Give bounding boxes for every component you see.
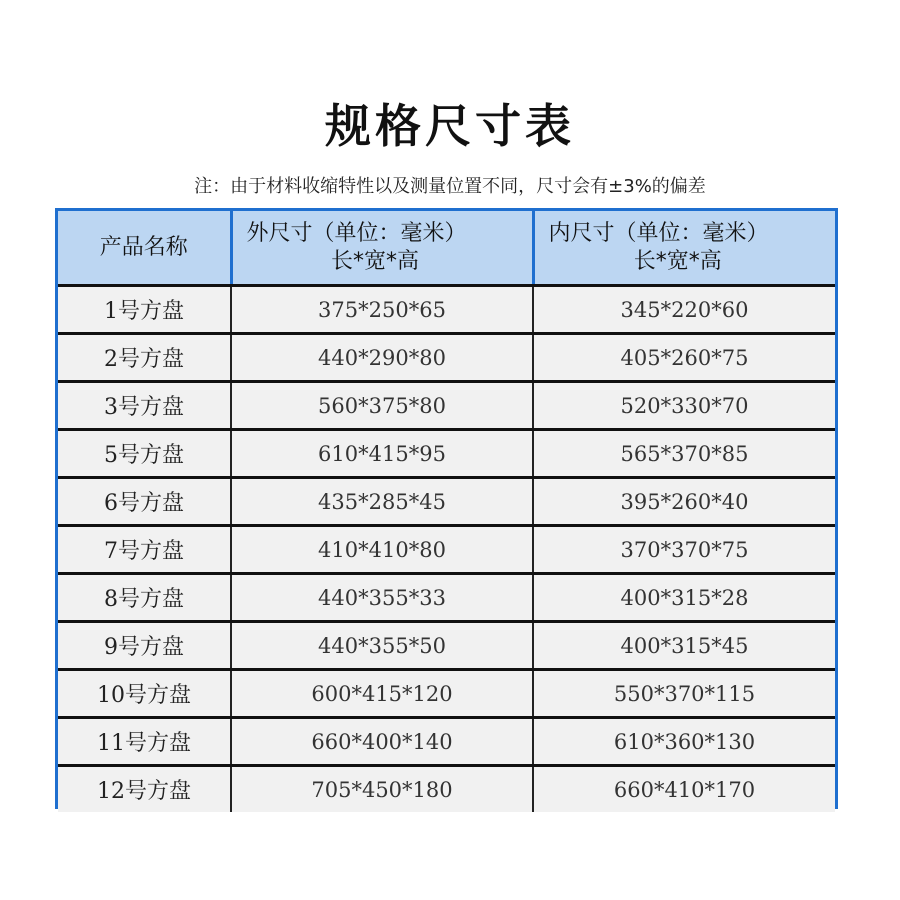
- product-name-cell: 1号方盘: [58, 286, 231, 334]
- table-row: [58, 766, 835, 813]
- header-outer-size: [231, 211, 533, 286]
- outer-size-cell: 435*285*45: [231, 478, 533, 526]
- header-inner-size-dims: 长*宽*高: [633, 248, 722, 274]
- page-title: 规格尺寸表: [325, 99, 575, 153]
- header-product-name: [58, 211, 231, 286]
- inner-size-cell: 610*360*130: [533, 718, 835, 766]
- inner-size-cell: 550*370*115: [533, 670, 835, 718]
- inner-size-cell: 395*260*40: [533, 478, 835, 526]
- product-name-cell: 2号方盘: [58, 334, 231, 382]
- outer-size-cell: 410*410*80: [231, 526, 533, 574]
- table-row: [58, 718, 835, 766]
- table-row: [58, 526, 835, 574]
- inner-size-cell: 520*330*70: [533, 382, 835, 430]
- table-row: [58, 574, 835, 622]
- header-outer-size-dims: 长*宽*高: [330, 248, 419, 274]
- outer-size-cell: 440*355*50: [231, 622, 533, 670]
- product-name-cell: 8号方盘: [58, 574, 231, 622]
- outer-size-cell: 600*415*120: [231, 670, 533, 718]
- table-row: [58, 622, 835, 670]
- outer-size-cell: 660*400*140: [231, 718, 533, 766]
- outer-size-cell: 440*290*80: [231, 334, 533, 382]
- inner-size-cell: 370*370*75: [533, 526, 835, 574]
- tolerance-note: 注：由于材料收缩特性以及测量位置不同，尺寸会有±3%的偏差: [194, 176, 706, 197]
- outer-size-cell: 560*375*80: [231, 382, 533, 430]
- table-row: [58, 382, 835, 430]
- product-name-cell: 5号方盘: [58, 430, 231, 478]
- header-inner-size-label: 内尺寸（单位：毫米）: [548, 220, 769, 246]
- outer-size-cell: 440*355*33: [231, 574, 533, 622]
- spec-table: [58, 211, 835, 812]
- header-product-name-label: 产品名称: [99, 234, 188, 260]
- table-row: [58, 286, 835, 334]
- inner-size-cell: 405*260*75: [533, 334, 835, 382]
- product-name-cell: 9号方盘: [58, 622, 231, 670]
- product-name-cell: 12号方盘: [58, 766, 231, 813]
- product-name-cell: 10号方盘: [58, 670, 231, 718]
- outer-size-cell: 610*415*95: [231, 430, 533, 478]
- outer-size-cell: 705*450*180: [231, 766, 533, 813]
- product-name-cell: 3号方盘: [58, 382, 231, 430]
- table-row: [58, 334, 835, 382]
- inner-size-cell: 345*220*60: [533, 286, 835, 334]
- table-row: [58, 478, 835, 526]
- product-name-cell: 6号方盘: [58, 478, 231, 526]
- inner-size-cell: 660*410*170: [533, 766, 835, 813]
- product-name-cell: 11号方盘: [58, 718, 231, 766]
- header-outer-size-label: 外尺寸（单位：毫米）: [246, 220, 467, 246]
- inner-size-cell: 565*370*85: [533, 430, 835, 478]
- inner-size-cell: 400*315*28: [533, 574, 835, 622]
- spec-table-frame: [55, 208, 838, 809]
- header-inner-size: [533, 211, 835, 286]
- table-row: [58, 670, 835, 718]
- outer-size-cell: 375*250*65: [231, 286, 533, 334]
- table-row: [58, 430, 835, 478]
- product-name-cell: 7号方盘: [58, 526, 231, 574]
- inner-size-cell: 400*315*45: [533, 622, 835, 670]
- table-header-row: [58, 211, 835, 286]
